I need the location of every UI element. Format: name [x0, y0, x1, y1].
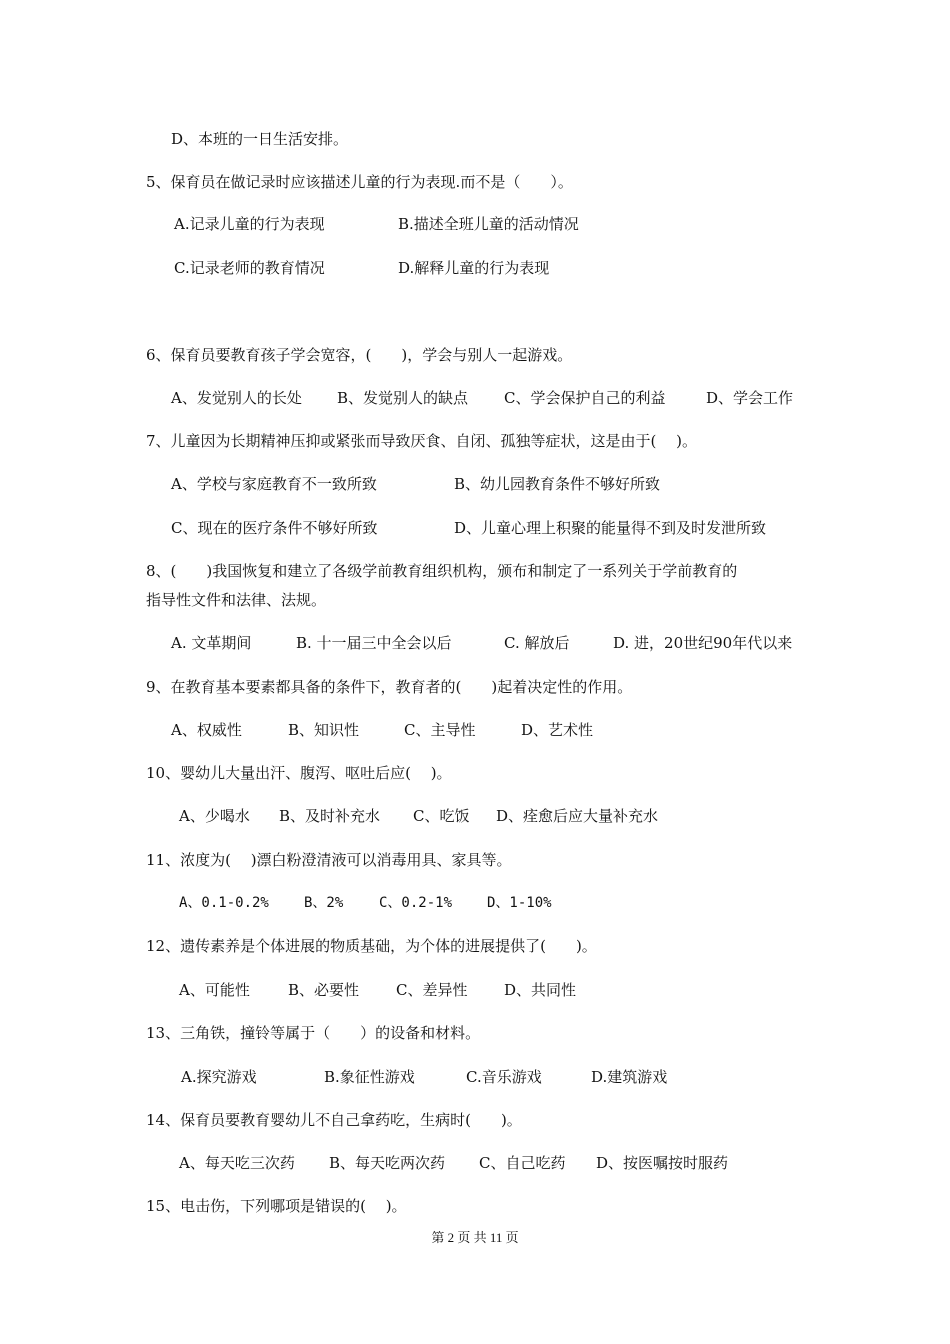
q7-option-c: C、现在的医疗条件不够好所致 — [171, 519, 378, 537]
q9-option-b: B、知识性 — [288, 721, 360, 739]
question-12: 12、遗传素养是个体进展的物质基础，为个体的进展提供了( )。 — [146, 937, 597, 955]
q11-option-c: C、0.2-1% — [379, 895, 453, 911]
q9-option-a: A、权威性 — [171, 721, 242, 739]
question-13: 13、三角铁，撞铃等属于（ ）的设备和材料。 — [146, 1024, 481, 1042]
q7-option-b: B、幼儿园教育条件不够好所致 — [454, 475, 661, 493]
q6-option-d: D、学会工作 — [706, 389, 794, 407]
q9-option-c: C、主导性 — [404, 721, 476, 739]
option-d-q4: D、本班的一日生活安排。 — [171, 130, 349, 148]
q6-option-a: A、发觉别人的长处 — [171, 389, 302, 407]
q11-option-b: B、2% — [304, 895, 344, 911]
q9-option-d: D、艺术性 — [521, 721, 594, 739]
q8-option-b: B. 十一届三中全会以后 — [296, 634, 452, 652]
question-14: 14、保育员要教育婴幼儿不自己拿药吃，生病时( )。 — [146, 1111, 522, 1129]
q14-option-b: B、每天吃两次药 — [329, 1154, 446, 1172]
q7-option-a: A、学校与家庭教育不一致所致 — [171, 475, 377, 493]
q5-option-a: A.记录儿童的行为表现 — [174, 215, 325, 233]
question-11: 11、浓度为( )漂白粉澄清液可以消毒用具、家具等。 — [146, 851, 512, 869]
q5-option-b: B.描述全班儿童的活动情况 — [398, 215, 579, 233]
q5-option-d: D.解释儿童的行为表现 — [398, 259, 550, 277]
q10-option-b: B、及时补充水 — [279, 807, 381, 825]
q11-option-d: D、1-10% — [487, 895, 552, 911]
q10-option-a: A、少喝水 — [179, 807, 250, 825]
q11-option-a: A、0.1-0.2% — [179, 895, 269, 911]
q8-option-c: C. 解放后 — [504, 634, 570, 652]
question-15: 15、电击伤，下列哪项是错误的( )。 — [146, 1197, 407, 1215]
q14-option-c: C、自己吃药 — [479, 1154, 566, 1172]
question-8-line-2: 指导性文件和法律、法规。 — [146, 591, 327, 609]
question-8-line-1: 8、( )我国恢复和建立了各级学前教育组织机构，颁布和制定了一系列关于学前教育的 — [146, 562, 738, 580]
q10-option-c: C、吃饭 — [413, 807, 470, 825]
question-9: 9、在教育基本要素都具备的条件下，教育者的( )起着决定性的作用。 — [146, 678, 633, 696]
q6-option-c: C、学会保护自己的利益 — [504, 389, 666, 407]
q10-option-d: D、痊愈后应大量补充水 — [496, 807, 659, 825]
q12-option-d: D、共同性 — [504, 981, 577, 999]
q12-option-c: C、差异性 — [396, 981, 468, 999]
q8-option-a: A. 文革期间 — [171, 634, 252, 652]
q12-option-b: B、必要性 — [288, 981, 360, 999]
question-5: 5、保育员在做记录时应该描述儿童的行为表现.而不是（ ）。 — [146, 173, 573, 191]
q7-option-d: D、儿童心理上积聚的能量得不到及时发泄所致 — [454, 519, 767, 537]
q14-option-d: D、按医嘱按时服药 — [596, 1154, 729, 1172]
q13-option-d: D.建筑游戏 — [591, 1068, 668, 1086]
q13-option-b: B.象征性游戏 — [324, 1068, 415, 1086]
page-footer: 第 2 页 共 11 页 — [431, 1230, 519, 1245]
q12-option-a: A、可能性 — [179, 981, 250, 999]
question-7: 7、儿童因为长期精神压抑或紧张而导致厌食、自闭、孤独等症状，这是由于( )。 — [146, 432, 698, 450]
q8-option-d: D. 进，20世纪90年代以来 — [613, 634, 793, 652]
q6-option-b: B、发觉别人的缺点 — [337, 389, 469, 407]
question-6: 6、保育员要教育孩子学会宽容，( )，学会与别人一起游戏。 — [146, 346, 573, 364]
q5-option-c: C.记录老师的教育情况 — [174, 259, 325, 277]
q13-option-c: C.音乐游戏 — [466, 1068, 542, 1086]
question-10: 10、婴幼儿大量出汗、腹泻、呕吐后应( )。 — [146, 764, 452, 782]
q14-option-a: A、每天吃三次药 — [179, 1154, 295, 1172]
q13-option-a: A.探究游戏 — [181, 1068, 257, 1086]
